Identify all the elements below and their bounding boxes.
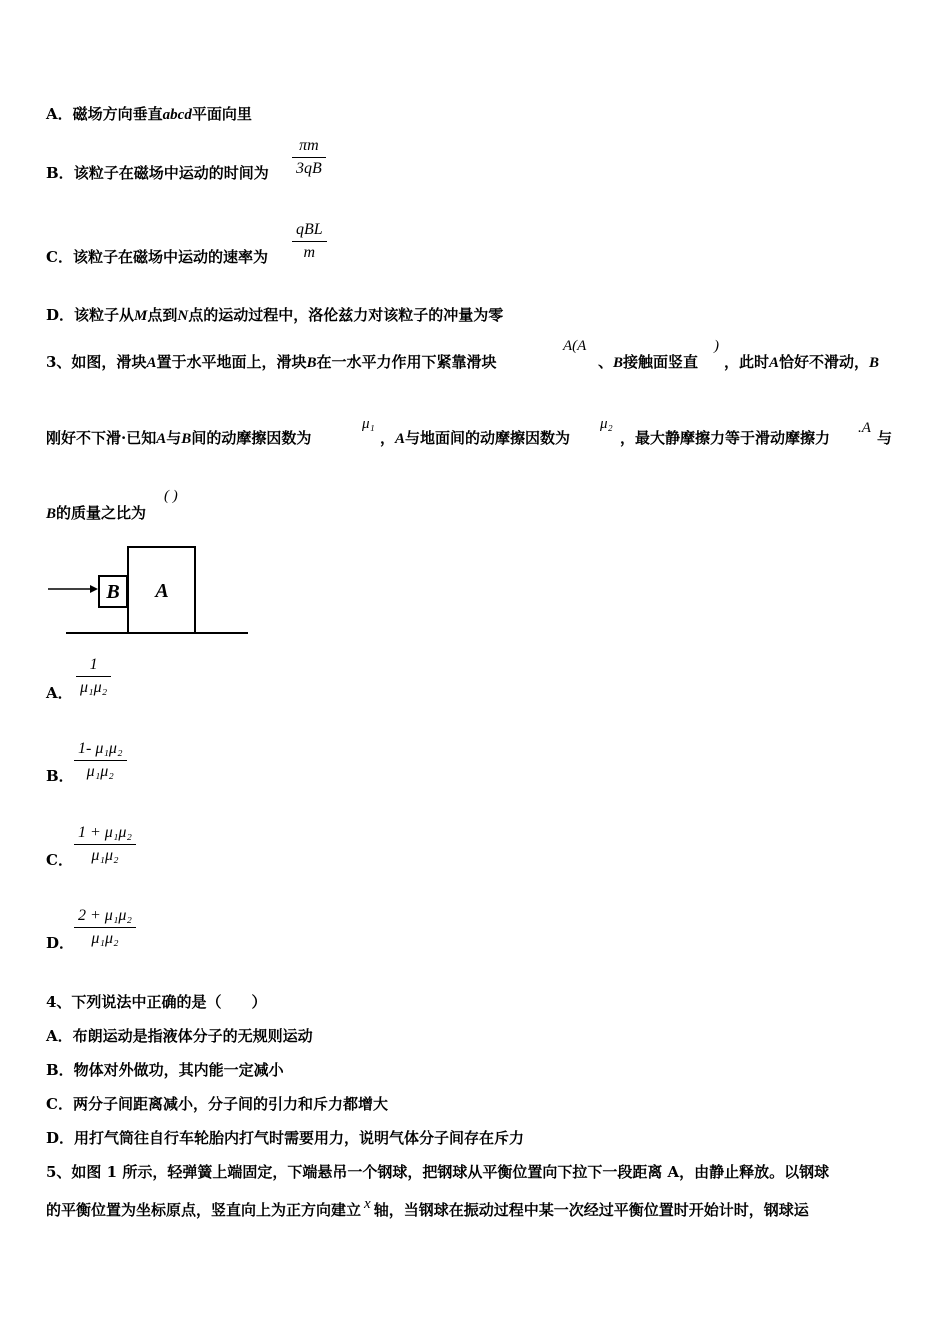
q3-mu1: μ₁ bbox=[362, 416, 375, 432]
q2-option-c-fraction: qBL m bbox=[292, 221, 327, 262]
q2-option-c: C．该粒子在磁场中运动的速率为 bbox=[46, 248, 268, 266]
q3-stem-line2b: ，A与地面间的动摩擦因数为 bbox=[380, 429, 571, 447]
q3-stem-line2d: 与 bbox=[877, 429, 893, 447]
q3-option-b-label: B． bbox=[46, 767, 74, 785]
q2-option-b: B．该粒子在磁场中运动的时间为 bbox=[46, 164, 269, 182]
q3-stem-line3: B的质量之比为 bbox=[46, 504, 147, 522]
q3-stem-line1c: ，此时A恰好不滑动，B bbox=[724, 353, 880, 371]
q3-mu2: μ₂ bbox=[600, 416, 613, 432]
q3-math-a-paren: A(A bbox=[563, 338, 587, 354]
force-arrow-head bbox=[90, 585, 98, 593]
q3-math-close-paren: ) bbox=[714, 338, 719, 354]
q3-stem-line2: 刚好不下滑·已知A与B间的动摩擦因数为 bbox=[46, 429, 312, 447]
q3-math-a: .A bbox=[858, 420, 871, 436]
q5-stem-line2: 的平衡位置为坐标原点，竖直向上为正方向建立 x 轴，当钢球在振动过程中某一次经过平衡位置时开始计时，钢球运 bbox=[46, 1196, 809, 1219]
q3-answer-paren: ( ) bbox=[164, 488, 178, 504]
q4-stem: 4、下列说法中正确的是（ ） bbox=[46, 993, 267, 1011]
block-a-label: A bbox=[155, 580, 169, 602]
q3-option-d-fraction: 2 + μ₁μ₂ μ₁μ₂ bbox=[74, 907, 136, 948]
q3-option-a-fraction: 1 μ₁μ₂ bbox=[76, 656, 111, 697]
q4-option-a: A．布朗运动是指液体分子的无规则运动 bbox=[46, 1027, 313, 1045]
q3-option-d-label: D． bbox=[46, 934, 75, 952]
block-b-label: B bbox=[106, 581, 120, 603]
q4-option-d: D．用打气筒往自行车轮胎内打气时需要用力，说明气体分子间存在斥力 bbox=[46, 1129, 525, 1147]
q2-option-d: D．该粒子从M点到N点的运动过程中，洛伦兹力对该粒子的冲量为零 bbox=[46, 306, 504, 324]
q3-option-a-label: A． bbox=[46, 684, 73, 702]
q3-option-c-label: C． bbox=[46, 851, 73, 869]
q5-stem-line1: 5、如图 1 所示，轻弹簧上端固定，下端悬吊一个钢球，把钢球从平衡位置向下拉下一段距离 A，由静止释放。以钢球 bbox=[46, 1163, 830, 1181]
q3-stem-line1b: 、B接触面竖直 bbox=[598, 353, 699, 371]
q4-option-b: B．物体对外做功，其内能一定减小 bbox=[46, 1061, 284, 1079]
q3-option-b-fraction: 1- μ₁μ₂ μ₁μ₂ bbox=[74, 740, 127, 781]
q3-option-c-fraction: 1 + μ₁μ₂ μ₁μ₂ bbox=[74, 824, 136, 865]
q4-option-c: C．两分子间距离减小，分子间的引力和斥力都增大 bbox=[46, 1095, 388, 1113]
q3-stem-line2c: ，最大静摩擦力等于滑动摩擦力 bbox=[620, 429, 831, 447]
q3-stem-line1: 3、如图，滑块A置于水平地面上，滑块B在一水平力作用下紧靠滑块 bbox=[46, 353, 497, 371]
q2-option-b-fraction: πm 3qB bbox=[292, 137, 326, 178]
q2-option-a: A．磁场方向垂直abcd平面向里 bbox=[46, 105, 252, 123]
q3-figure bbox=[40, 540, 255, 640]
